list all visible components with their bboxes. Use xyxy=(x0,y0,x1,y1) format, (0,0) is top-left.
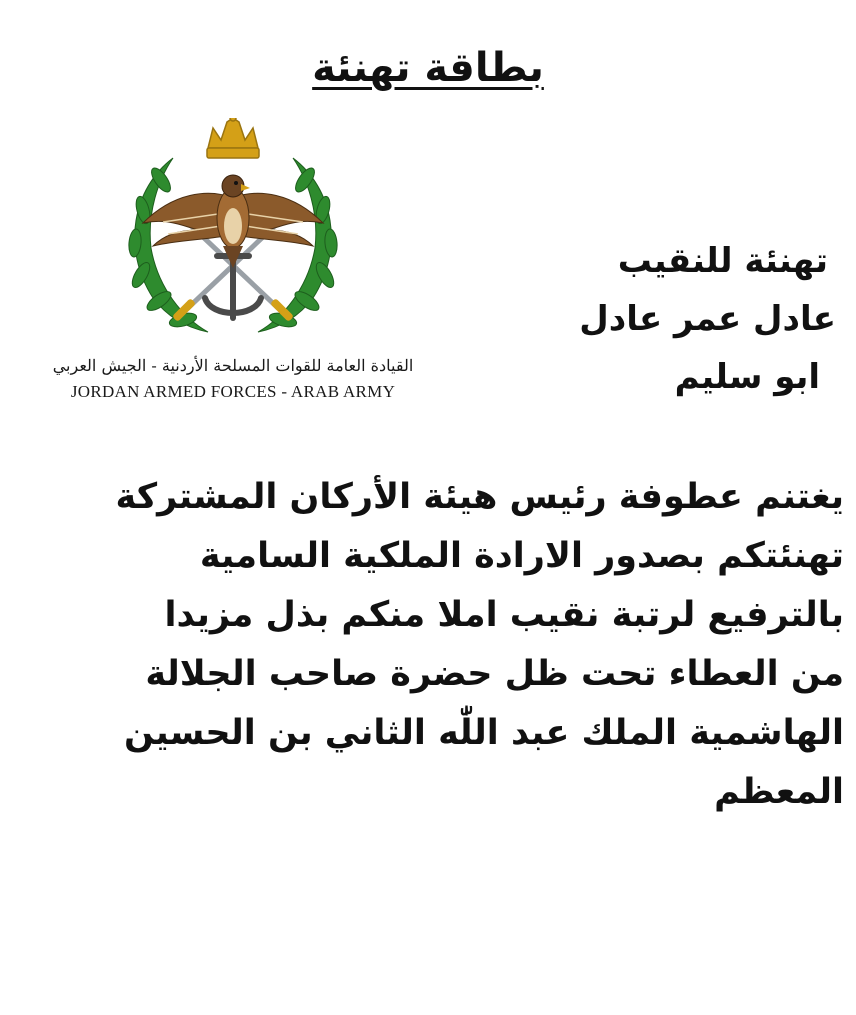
recipient-block xyxy=(436,232,836,406)
message-line: تهنئتكم بصدور الارادة الملكية السامية xyxy=(199,536,844,576)
congratulation-message xyxy=(12,468,844,822)
recipient-name: عادل عمر عادل xyxy=(579,299,836,339)
message-line: من العطاء تحت ظل حضرة صاحب الجلالة xyxy=(145,654,844,694)
message-line: بالترفيع لرتبة نقيب املا منكم بذل مزيدا xyxy=(164,595,844,635)
emblem-english-caption: JORDAN ARMED FORCES - ARAB ARMY xyxy=(70,382,396,401)
jordan-armed-forces-emblem-icon xyxy=(113,118,353,350)
recipient-family-name: ابو سليم xyxy=(674,357,820,397)
card-title: بطاقة تهنئة xyxy=(312,45,544,91)
emblem xyxy=(28,118,438,408)
message-line: الهاشمية الملك عبد اللّٰه الثاني بن الحسين xyxy=(124,713,844,753)
emblem-arabic-caption: القيادة العامة للقوات المسلحة الأردنية - الجيش العربي xyxy=(52,356,414,375)
message-line: يغتنم عطوفة رئيس هيئة الأركان المشتركة xyxy=(115,477,844,517)
message-line: المعظم xyxy=(714,772,844,812)
recipient-greeting: تهنئة للنقيب xyxy=(617,241,828,281)
